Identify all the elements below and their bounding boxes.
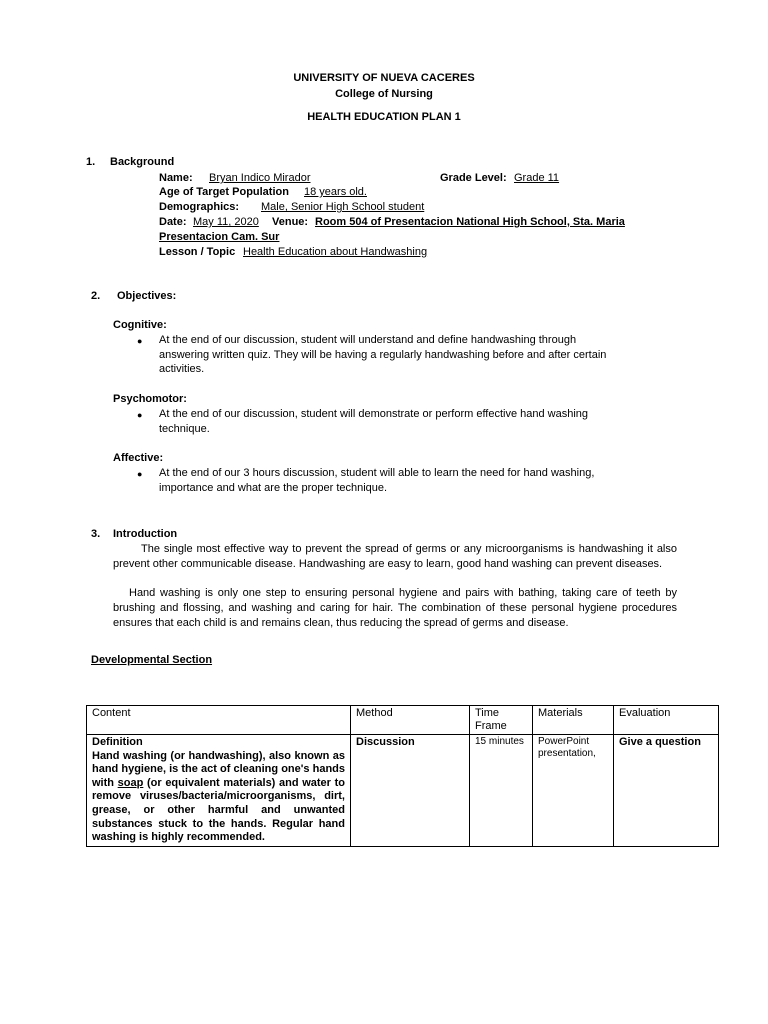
column-header-method: Method: [351, 706, 470, 735]
affective-line-2: importance and what are the proper technique.: [159, 482, 388, 494]
definition-text-post: (or equivalent materials) and water to remove viruses/bacteria/microorganisms, dirt, grease, or other harmful and unwanted substances stuck to the hands. Regular hand washing is highly recommended.: [92, 776, 345, 844]
time-frame-cell: 15 minutes: [470, 735, 533, 847]
section-number-3: 3.: [91, 528, 101, 540]
evaluation-cell: Give a question: [614, 735, 719, 847]
university-name: UNIVERSITY OF NUEVA CACERES: [293, 72, 475, 84]
method-cell: Discussion: [351, 735, 470, 847]
psychomotor-label: Psychomotor:: [113, 393, 187, 405]
introduction-paragraph-1: The single most effective way to prevent the spread of germs or any microorganisms is handwashing it also prevent other communicable disease. Handwashing are easy to learn, good hand washing can prevent diseases.: [113, 543, 677, 570]
cognitive-line-1: At the end of our discussion, student will understand and define handwashing through: [159, 334, 577, 346]
section-number-1: 1.: [86, 156, 96, 168]
column-header-content: Content: [87, 706, 351, 735]
section-number-2: 2.: [91, 290, 101, 302]
content-cell: [87, 735, 351, 847]
definition-text: [92, 750, 345, 845]
name-label: Name:: [159, 172, 193, 184]
grade-label: Grade Level:: [440, 172, 507, 184]
definition-text-pre: Hand washing (or handwashing), also known as hand hygiene, is the act of cleaning one's hands with: [92, 749, 345, 789]
cognitive-label: Cognitive:: [113, 319, 167, 331]
age-label: Age of Target Population: [159, 186, 289, 198]
definition-title: Definition: [92, 736, 143, 748]
name-value: Bryan Indico Mirador: [209, 172, 311, 184]
venue-label: Venue:: [272, 216, 309, 228]
developmental-heading: Developmental Section: [91, 654, 213, 666]
column-header-evaluation: Evaluation: [614, 706, 719, 735]
introduction-paragraph-2: Hand washing is only one step to ensuring personal hygiene and pairs with bathing, taking care of teeth by brushing and flossing, and washing and caring for hair. The combination of these personal hygiene procedures ensures that each child is and remains clean, thus reducing the spread of germs and disease.: [113, 587, 677, 629]
soap-link[interactable]: soap: [117, 776, 144, 789]
cognitive-line-3: activities.: [159, 363, 205, 375]
psychomotor-line-2: technique.: [159, 423, 210, 435]
lesson-label: Lesson / Topic: [159, 246, 236, 258]
bullet-icon: ●: [137, 469, 143, 479]
column-header-time-frame: Time Frame: [470, 706, 533, 735]
affective-line-1: At the end of our 3 hours discussion, student will able to learn the need for hand washing,: [159, 467, 595, 479]
date-value: May 11, 2020: [193, 216, 259, 228]
demographics-label: Demographics:: [159, 201, 240, 213]
affective-label: Affective:: [113, 452, 164, 464]
bullet-icon: ●: [137, 336, 143, 346]
bullet-icon: ●: [137, 410, 143, 420]
background-heading: Background: [110, 156, 175, 168]
plan-title: HEALTH EDUCATION PLAN 1: [307, 111, 461, 123]
cognitive-line-2: answering written quiz. They will be having a regularly handwashing before and after certain: [159, 349, 607, 361]
grade-value: Grade 11: [514, 172, 560, 184]
college-name: College of Nursing: [335, 88, 433, 100]
materials-cell: PowerPoint presentation,: [533, 735, 614, 847]
introduction-heading: Introduction: [113, 528, 178, 540]
table-header-row: [87, 706, 719, 735]
objectives-heading: Objectives:: [117, 290, 177, 302]
venue-value-cont: Presentacion Cam. Sur: [159, 231, 280, 243]
lesson-value: Health Education about Handwashing: [243, 246, 428, 258]
column-header-materials: Materials: [533, 706, 614, 735]
demographics-value: Male, Senior High School student: [261, 201, 425, 213]
venue-value: Room 504 of Presentacion National High School, Sta. Maria: [315, 216, 625, 228]
table-row: [87, 735, 719, 847]
date-label: Date:: [159, 216, 187, 228]
psychomotor-line-1: At the end of our discussion, student will demonstrate or perform effective hand washing: [159, 408, 589, 420]
developmental-table: [86, 705, 719, 847]
age-value: 18 years old.: [304, 186, 367, 198]
